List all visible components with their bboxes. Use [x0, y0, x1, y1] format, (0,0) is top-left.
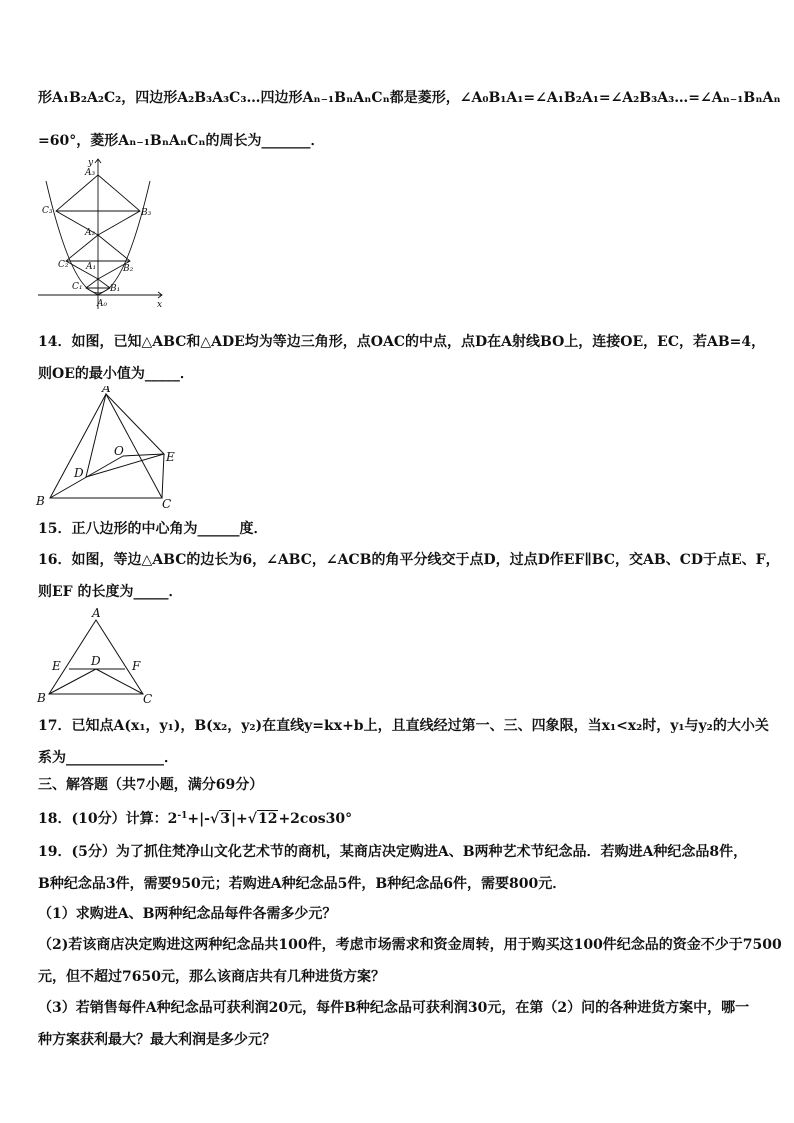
q18-prefix: 18．(10分）计算：: [38, 811, 168, 827]
q19-part3-line2: 种方案获利最大？最大利润是多少元？: [38, 1032, 276, 1048]
q18-radicand2: 12: [257, 811, 278, 827]
q19-line1: 19．(5分）为了抓住梵净山文化艺术节的商机，某商店决定购进A、B两种艺术节纪念品．若购进A种纪念品8件，: [38, 844, 748, 860]
label-a0: A₀: [97, 299, 108, 309]
label-b: B: [36, 494, 45, 508]
q19-line2: B种纪念品3件，需要950元；若购进A种纪念品5件，B种纪念品6件，需要800元．: [38, 876, 567, 892]
label-c2: C₂: [58, 260, 69, 270]
q14-line2: 则OE的最小值为_____．: [38, 366, 194, 382]
q19-part3-line1: （3）若销售每件A种纪念品可获利润20元，每件B种纪念品可获利润30元，在第（2）问的各种进货方案中，哪一: [38, 1000, 750, 1016]
label-c: C: [143, 692, 153, 706]
q18-radicand1: 3: [220, 811, 230, 827]
q13-line2: =60°，菱形Aₙ₋₁BₙAₙCₙ的周长为_______．: [38, 133, 325, 149]
sqrt-icon: √: [247, 811, 257, 827]
label-e: E: [166, 450, 175, 464]
angle-bisector-diagram: [34, 606, 159, 706]
label-c3: C₃: [42, 206, 53, 216]
line-ec: [162, 454, 164, 498]
label-o: O: [114, 444, 124, 458]
label-a3: A₃: [85, 168, 96, 178]
label-e: E: [52, 659, 61, 673]
parabola-rhombus-diagram: [36, 155, 171, 315]
q13-line1: 形A₁B₂A₂C₂，四边形A₂B₃A₃C₃…四边形Aₙ₋₁BₙAₙCₙ都是菱形，∠A₀B₁A₁=∠A₁B₂A₁=∠A₂B₃A₃…=∠Aₙ₋₁BₙAₙ: [38, 90, 781, 106]
q16-line1: 16．如图，等边△ABC的边长为6，∠ABC，∠ACB的角平分线交于点D，过点D作EF∥BC，交AB、CD于点E、F，: [38, 552, 780, 568]
label-a2: A₂: [85, 228, 96, 238]
q15-line1: 15．正八边形的中心角为______度．: [38, 521, 268, 537]
q19-part1: （1）求购进A、B两种纪念品每件各需多少元？: [38, 906, 337, 922]
q18-line: [38, 806, 352, 829]
q16-line2: 则EF 的长度为_____．: [38, 584, 183, 600]
label-d: D: [91, 654, 101, 668]
label-y: y: [88, 158, 94, 168]
q19-part2-line2: 元，但不超过7650元，那么该商店共有几种进货方案？: [38, 969, 385, 985]
label-a: A: [102, 386, 111, 395]
label-c: C: [162, 497, 172, 511]
label-b2: B₂: [123, 264, 134, 274]
label-f: F: [132, 659, 141, 673]
q18-mid2: |+: [230, 811, 248, 827]
triangle-abc: [50, 394, 162, 498]
q14-line1: 14．如图，已知△ABC和△ADE均为等边三角形，点OAC的中点，点D在A射线BO上，连接OE，EC，若AB=4，: [38, 334, 766, 350]
label-a1: A₁: [86, 262, 97, 272]
q17-line2: 系为______________．: [38, 750, 178, 766]
label-a: A: [92, 606, 101, 620]
q17-line1: 17．已知点A(x₁，y₁)，B(x₂，y₂)在直线y=kx+b上，且直线经过第一、三、四象限，当x₁<x₂时，y₁与y₂的大小关: [38, 718, 769, 734]
q18-suffix: +2cos30°: [278, 811, 353, 827]
section3-title: 三、解答题（共7小题，满分69分）: [38, 777, 264, 793]
q18-exponent: -1: [177, 811, 188, 821]
sqrt-icon: √: [209, 811, 220, 827]
q18-mid1: +|-: [187, 811, 210, 827]
q16-figure: [34, 606, 159, 710]
q14-figure: [34, 386, 194, 518]
q19-part2-line1: （2)若该商店决定购进这两种纪念品共100件，考虑市场需求和资金周转，用于购买这100件纪念品的资金不少于7500: [38, 937, 782, 953]
label-d: D: [74, 466, 84, 480]
label-x: x: [157, 300, 163, 310]
equilateral-triangles-diagram: [34, 386, 194, 514]
label-b3: B₃: [141, 208, 152, 218]
label-c1: C₁: [72, 282, 83, 292]
label-b1: B₁: [110, 284, 121, 294]
q18-base: 2: [167, 811, 178, 827]
q13-figure: [36, 155, 171, 319]
triangle-ade: [86, 394, 164, 477]
label-b: B: [37, 691, 46, 705]
